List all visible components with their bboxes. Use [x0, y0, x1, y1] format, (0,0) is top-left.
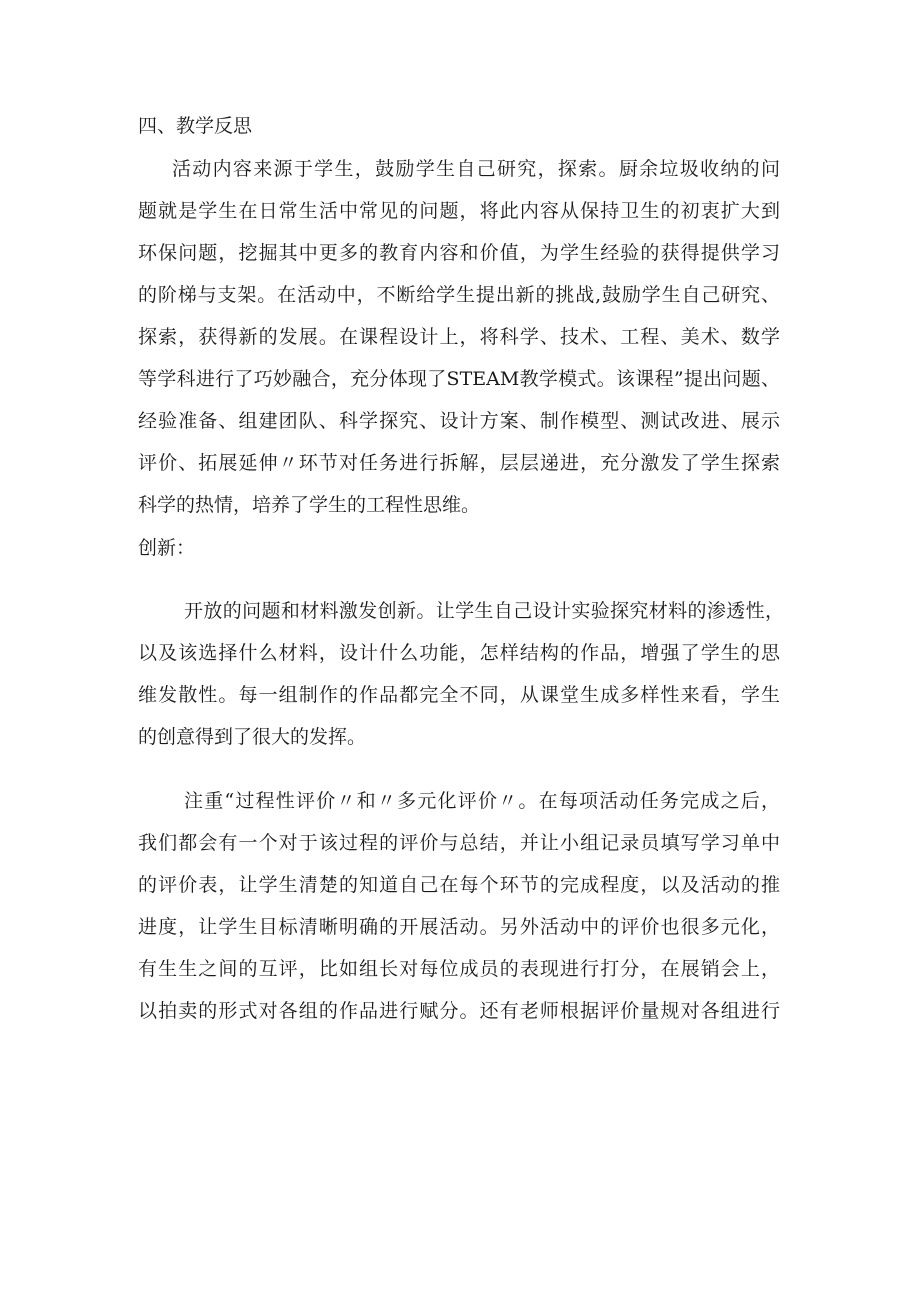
innovation-label: 创新： — [138, 537, 196, 559]
reflection-line-8: 评价、拓展延伸〃环节对任务进行拆解，层层递进，充分激发了学生探索 — [138, 452, 780, 474]
evaluation-line-2: 我们都会有一个对于该过程的评价与总结，并让小组记录员填写学习单中 — [138, 832, 780, 854]
section-heading: 四、教学反思 — [138, 115, 253, 137]
reflection-line-2: 题就是学生在日常生活中常见的问题，将此内容从保持卫生的初衷扩大到 — [138, 200, 780, 222]
reflection-line-1: 活动内容来源于学生，鼓励学生自己研究，探索。厨余垃圾收纳的问 — [172, 158, 780, 180]
reflection-line-9: 科学的热情，培养了学生的工程性思维。 — [138, 494, 481, 516]
evaluation-line-5: 有生生之间的互评，比如组长对每位成员的表现进行打分，在展销会上， — [138, 958, 780, 980]
reflection-line-5: 探索，获得新的发展。在课程设计上，将科学、技术、工程、美术、数学 — [138, 326, 780, 348]
reflection-line-4: 的阶梯与支架。在活动中，不断给学生提出新的挑战,鼓励学生自己研究、 — [138, 284, 780, 306]
evaluation-line-6: 以拍卖的形式对各组的作品进行赋分。还有老师根据评价量规对各组进行 — [138, 1000, 780, 1022]
reflection-line-3: 环保问题，挖掘其中更多的教育内容和价值，为学生经验的获得提供学习 — [138, 242, 780, 264]
evaluation-line-1: 注重“过程性评价〃和〃多元化评价〃。在每项活动任务完成之后， — [184, 790, 780, 812]
innovation-line-3: 维发散性。每一组制作的作品都完全不同，从课堂生成多样性来看，学生 — [138, 684, 780, 706]
evaluation-line-4: 进度，让学生目标清晰明确的开展活动。另外活动中的评价也很多元化， — [138, 916, 780, 938]
reflection-line-7: 经验准备、组建团队、科学探究、设计方案、制作模型、测试改进、展示 — [138, 410, 780, 432]
evaluation-line-3: 的评价表，让学生清楚的知道自己在每个环节的完成程度，以及活动的推 — [138, 874, 780, 896]
innovation-line-2: 以及该选择什么材料，设计什么功能，怎样结构的作品，增强了学生的思 — [138, 642, 780, 664]
reflection-line-6: 等学科进行了巧妙融合，充分体现了STEAM教学模式。该课程”提出问题、 — [138, 368, 780, 390]
innovation-line-1: 开放的问题和材料激发创新。让学生自己设计实验探究材料的渗透性， — [184, 600, 784, 622]
innovation-line-4: 的创意得到了很大的发挥。 — [138, 726, 367, 748]
